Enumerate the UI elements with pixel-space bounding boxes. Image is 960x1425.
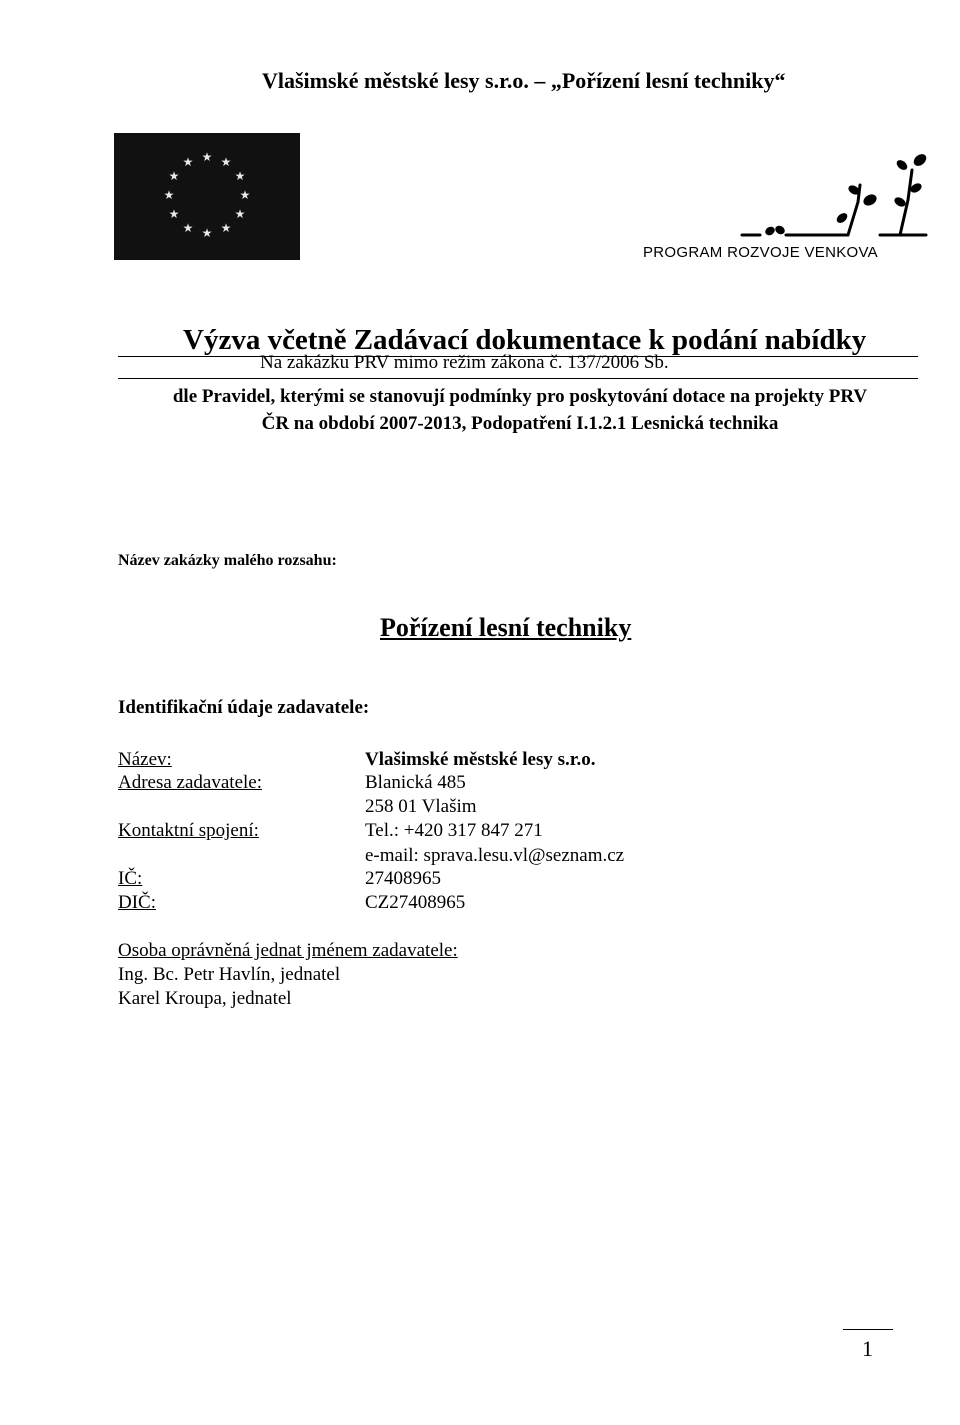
authority-email: e-mail: sprava.lesu.vl@seznam.cz — [365, 845, 625, 866]
svg-text:★: ★ — [239, 188, 251, 202]
svg-text:★: ★ — [220, 221, 232, 235]
authorized-person-1: Ing. Bc. Petr Havlín, jednatel — [118, 964, 341, 985]
svg-text:★: ★ — [201, 150, 213, 164]
authority-phone: Tel.: +420 317 847 271 — [365, 820, 543, 841]
authority-contact-label: Kontaktní spojení: — [118, 820, 259, 841]
prv-sprout-logo — [730, 140, 930, 240]
authority-heading: Identifikační údaje zadavatele: — [118, 697, 370, 718]
document-subtitle: Na zakázku PRV mimo režim zákona č. 137/2006 Sb. — [260, 352, 669, 373]
authority-dic-value: CZ27408965 — [365, 892, 466, 913]
page-number-rule — [843, 1329, 893, 1330]
svg-text:★: ★ — [220, 155, 232, 169]
contract-name-title: Pořízení lesní techniky — [380, 613, 632, 642]
prv-program-label: PROGRAM ROZVOJE VENKOVA — [643, 244, 878, 261]
document-header: Vlašimské městské lesy s.r.o. – „Pořízení lesní techniky“ — [262, 68, 786, 93]
authority-ic-label: IČ: — [118, 868, 143, 889]
svg-text:★: ★ — [168, 169, 180, 183]
authority-name-value: Vlašimské městské lesy s.r.o. — [365, 749, 596, 770]
authority-address-line-2: 258 01 Vlašim — [365, 796, 477, 817]
authority-address-label: Adresa zadavatele: — [118, 772, 262, 793]
authority-ic-value: 27408965 — [365, 868, 441, 889]
eu-flag-icon — [114, 133, 300, 260]
svg-text:★: ★ — [201, 226, 213, 240]
authority-name-label: Název: — [118, 749, 172, 770]
eu-stars-graphic — [114, 133, 300, 260]
authorized-person-label: Osoba oprávněná jednat jménem zadavatele: — [118, 940, 458, 961]
authorized-person-2: Karel Kroupa, jednatel — [118, 988, 292, 1009]
rules-paragraph-line-1: dle Pravidel, kterými se stanovují podmínky pro poskytování dotace na projekty PRV — [172, 386, 868, 407]
svg-text:★: ★ — [182, 221, 194, 235]
svg-text:★: ★ — [234, 169, 246, 183]
svg-text:★: ★ — [182, 155, 194, 169]
rules-paragraph-line-2: ČR na období 2007-2013, Podopatření I.1.2.1 Lesnická technika — [261, 413, 779, 434]
authority-address-line-1: Blanická 485 — [365, 772, 466, 793]
svg-text:★: ★ — [163, 188, 175, 202]
subtitle-underline — [118, 378, 918, 379]
contract-name-label: Název zakázky malého rozsahu: — [118, 552, 337, 569]
svg-text:★: ★ — [234, 207, 246, 221]
svg-text:★: ★ — [168, 207, 180, 221]
page-number: 1 — [862, 1336, 873, 1361]
authority-dic-label: DIČ: — [118, 892, 156, 913]
document-title: Výzva včetně Zadávací dokumentace k podání nabídky — [183, 324, 867, 356]
